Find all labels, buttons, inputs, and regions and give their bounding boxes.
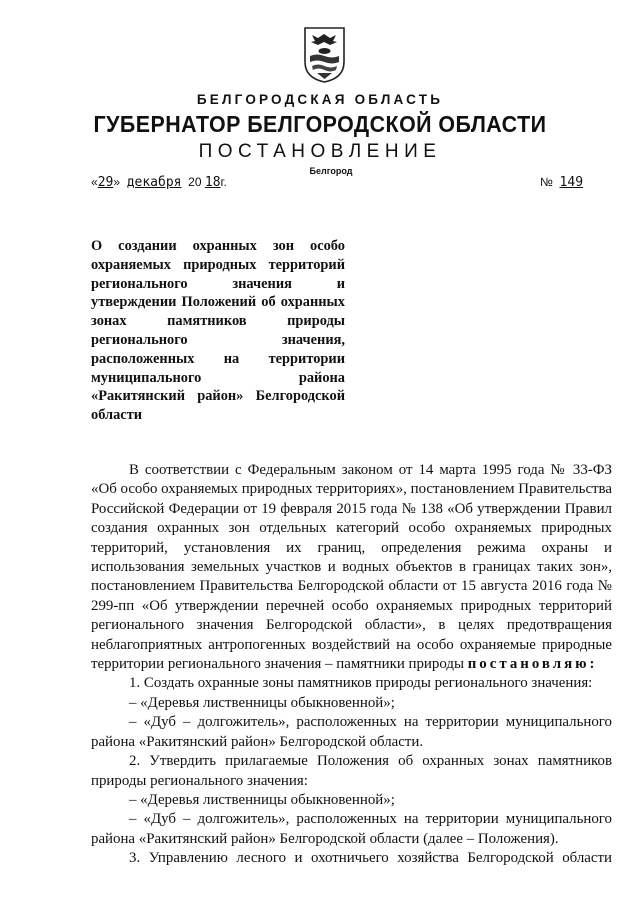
list-item: – «Деревья лиственницы обыкновенной»; xyxy=(129,694,395,711)
date-month: декабря xyxy=(126,175,182,190)
document-title: О создании охранных зон особо охраняемых природных территорий регионального значения и утверждении Положений об охранных зонах памятников природы регионального значения, расположенных на территории муниципального района «Ракитянский район» Белгородской области xyxy=(91,238,345,424)
number-prefix: № xyxy=(540,175,553,189)
list-item: – «Дуб – долгожитель», расположенных на территории муниципального района «Ракитянский район» Белгородской области (далее – Положения). xyxy=(91,811,612,847)
city-label: Белгород xyxy=(309,166,353,176)
document-number xyxy=(540,175,583,190)
resolve-word: постановляю: xyxy=(467,656,598,673)
list-item: 1. Создать охранные зоны памятников природы регионального значения: xyxy=(129,675,593,692)
date-suffix: г. xyxy=(220,175,227,189)
date-year: 18 xyxy=(204,175,221,190)
list-item: 3. Управлению лесного и охотничьего хозяйства Белгородской области xyxy=(129,850,612,867)
coat-of-arms-icon xyxy=(303,26,346,84)
list-item: – «Деревья лиственницы обыкновенной»; xyxy=(129,791,395,808)
date-quote-open: « xyxy=(91,175,98,189)
date-century: 20 xyxy=(188,175,202,189)
preamble-paragraph xyxy=(91,461,612,674)
governor-heading: ГУБЕРНАТОР БЕЛГОРОДСКОЙ ОБЛАСТИ xyxy=(93,111,547,137)
date-quote-close: » xyxy=(113,175,121,189)
number-value: 149 xyxy=(559,175,584,190)
list-item: 2. Утвердить прилагаемые Положения об охранных зонах памятников природы регионального значения: xyxy=(91,753,612,789)
date-day: 29 xyxy=(97,175,114,190)
date-line xyxy=(91,175,227,190)
region-heading: БЕЛГОРОДСКАЯ ОБЛАСТЬ xyxy=(196,92,444,107)
document-body xyxy=(91,461,612,869)
list-item: – «Дуб – долгожитель», расположенных на территории муниципального района «Ракитянский район» Белгородской области. xyxy=(91,714,612,750)
document-type-heading: ПОСТАНОВЛЕНИЕ xyxy=(198,141,442,162)
preamble-text: В соответствии с Федеральным законом от 14 марта 1995 года № 33-ФЗ «Об особо охраняемых природных территориях», постановлением Правительства Российской Федерации от 19 февраля 2015 года № 138 «Об утверждении Правил создания охранных зон отдельных категорий особо охраняемых природных территорий, установления их границ, определения режима охраны и использования земельных участков и водных объектов в границах таких зон», постановлением Правительства Белгородской области от 15 августа 2016 года № 299-пп «Об утверждении перечней особо охраняемых природных территорий регионального значения Белгородской области», в целях предотвращения неблагоприятных антропогенных воздействий на особо охраняемые природные территории регионального значения – памятники природы xyxy=(91,462,612,673)
